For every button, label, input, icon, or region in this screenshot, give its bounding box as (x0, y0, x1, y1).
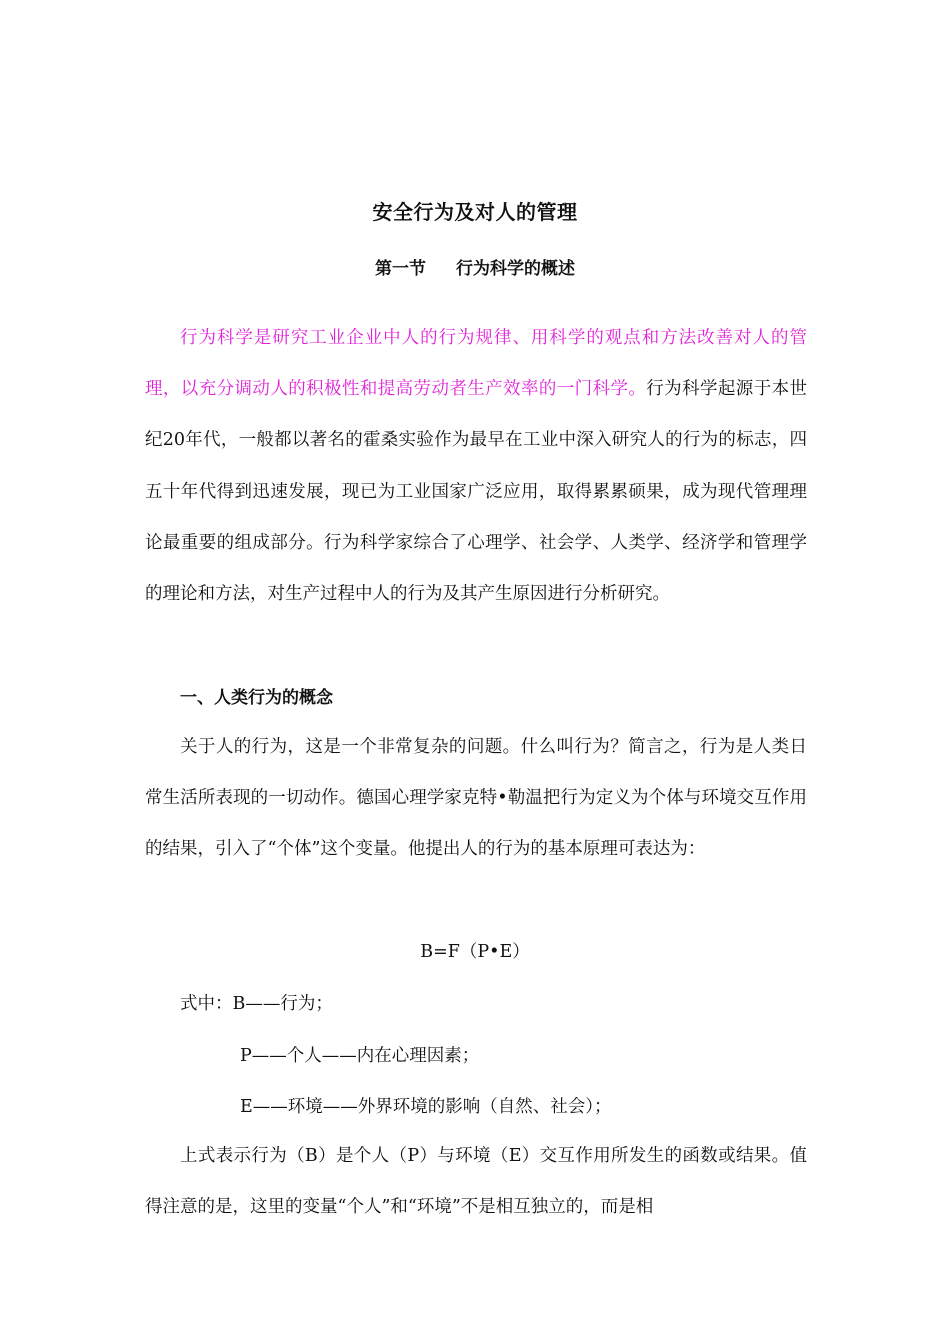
document-title: 安全行为及对人的管理 (372, 200, 578, 224)
highlighted-definition: 行为科学是研究工业企业中人的行为规律、用科学的观点和方法改善对人的管理，以充分调动人的积极性和提高劳动者生产效率的一门科学。 (145, 328, 807, 400)
formula: B=F（P•E） (420, 942, 530, 962)
section-heading (0, 254, 950, 279)
paragraph-behavior: 关于人的行为，这是一个非常复杂的问题。什么叫行为？简言之，行为是人类日常生活所表现的一切动作。德国心理学家克特•勒温把行为定义为个体与环境交互作用的结果，引入了“个体”这个变量。他提出人的行为的基本原理可表达为： (145, 737, 807, 860)
subheading-behavior-concept: 一、人类行为的概念 (180, 688, 333, 708)
definition-p: P——个人——内在心理因素； (240, 1046, 480, 1066)
paragraph-intro-text: 行为科学起源于本世纪20年代，一般都以著名的霍桑实验作为最早在工业中深入研究人的行为的标志，四五十年代得到迅速发展，现已为工业国家广泛应用，取得累累硕果，成为现代管理理论最重要的组成部分。行为科学家综合了心理学、社会学、人类学、经济学和管理学的理论和方法，对生产过程中人的行为及其产生原因进行分析研究。 (145, 379, 808, 605)
section-name: 行为科学的概述 (456, 259, 575, 279)
paragraph-intro (145, 313, 807, 620)
paragraph-explanation: 上式表示行为（B）是个人（P）与环境（E）交互作用所发生的函数或结果。值得注意的是，这里的变量“个人”和“环境”不是相互独立的，而是相 (145, 1146, 807, 1218)
definition-b: 式中：B——行为； (180, 994, 333, 1014)
section-number: 第一节 (375, 259, 426, 279)
definition-e: E——环境——外界环境的影响（自然、社会）； (240, 1097, 612, 1117)
